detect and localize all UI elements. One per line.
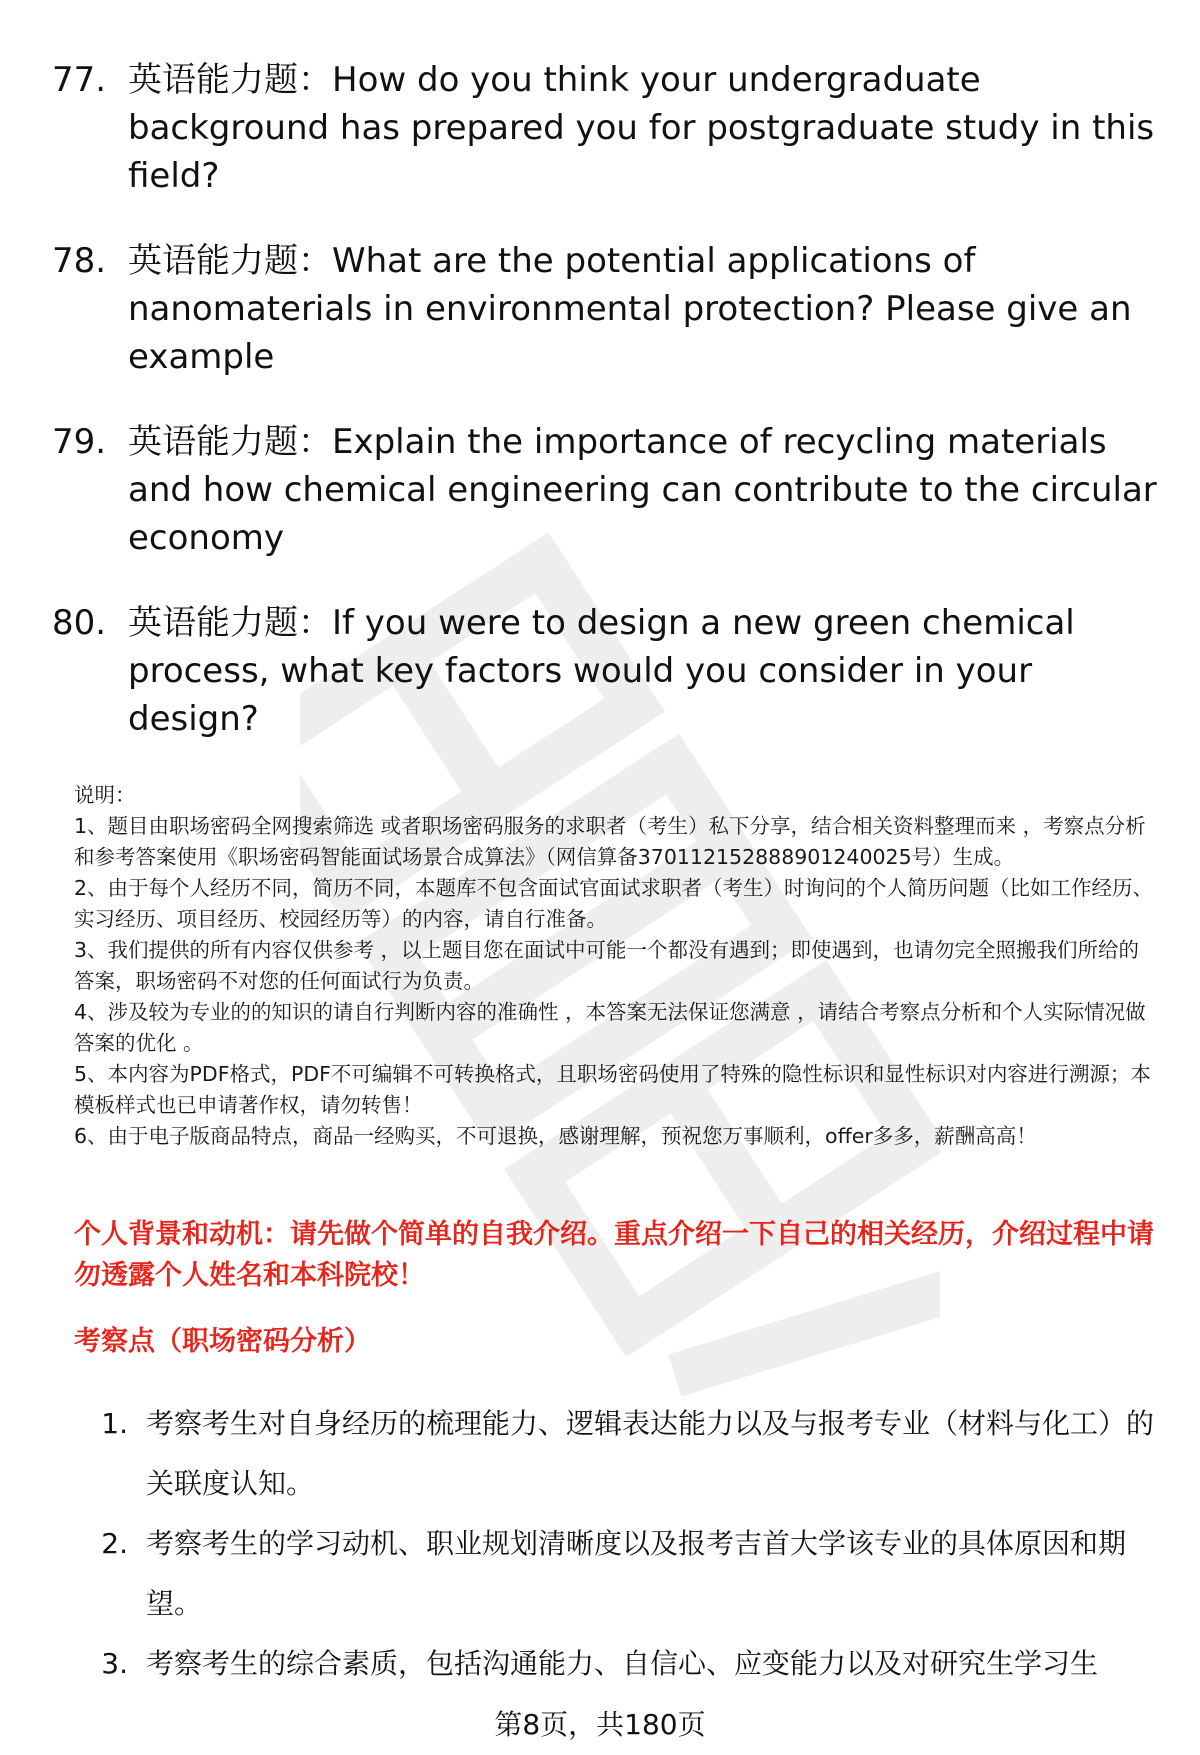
point-text: 考察考生的学习动机、职业规划清晰度以及报考吉首大学该专业的具体原因和期望。 (146, 1527, 1127, 1620)
point-number: 1. (101, 1407, 128, 1440)
note-item: 1、题目由职场密码全网搜索筛选 或者职场密码服务的求职者（考生）私下分享，结合相关资料整理而来 ，考察点分析和参考答案使用《职场密码智能面试场景合成算法》（网信算备370112152888901240025号）生成。 (74, 814, 1146, 869)
analysis-section-title: 考察点（职场密码分析） (74, 1326, 371, 1357)
question-item (52, 599, 1162, 743)
question-text: 英语能力题：What are the potential applications of nanomaterials in environmental protection? Please give an example (128, 241, 1132, 377)
question-item (52, 56, 1162, 200)
analysis-point (76, 1514, 1166, 1634)
note-item: 5、本内容为PDF格式，PDF不可编辑不可转换格式，且职场密码使用了特殊的隐性标识和显性标识对内容进行溯源；本模板样式也已申请著作权，请勿转售！ (74, 1062, 1151, 1117)
point-number: 2. (101, 1527, 128, 1560)
point-number: 3. (101, 1647, 128, 1680)
personal-background-question (74, 1214, 1164, 1296)
question-text: 英语能力题：Explain the importance of recycling materials and how chemical engineering can contribute to the circular economy (128, 422, 1157, 558)
notes-heading: 说明： (74, 783, 136, 807)
question-item (52, 418, 1162, 562)
question-text: 英语能力题：If you were to design a new green chemical process, what key factors would you consider in your design? (128, 603, 1075, 739)
question-item (52, 237, 1162, 381)
page-footer: 第8页，共180页 (494, 1708, 706, 1741)
note-item: 2、由于每个人经历不同，简历不同，本题库不包含面试官面试求职者（考生）时询问的个人简历问题（比如工作经历、实习经历、项目经历、校园经历等）的内容，请自行准备。 (74, 876, 1154, 931)
question-list (52, 56, 1162, 780)
disclaimer-notes (74, 780, 1159, 1152)
point-text: 考察考生的综合素质，包括沟通能力、自信心、应变能力以及对研究生学习生 (146, 1647, 1099, 1680)
question-number: 77. (52, 60, 107, 100)
analysis-point (76, 1634, 1166, 1694)
personal-question-text: 个人背景和动机：请先做个简单的自我介绍。重点介绍一下自己的相关经历，介绍过程中请勿透露个人姓名和本科院校！ (74, 1219, 1154, 1291)
analysis-points-list (76, 1394, 1166, 1694)
question-number: 79. (52, 422, 107, 462)
question-number: 78. (52, 241, 107, 281)
question-text: 英语能力题：How do you think your undergraduate background has prepared you for postgraduate study in this field? (128, 60, 1155, 196)
note-item: 4、涉及较为专业的的知识的请自行判断内容的准确性 ，本答案无法保证您满意 ，请结合考察点分析和个人实际情况做答案的优化 。 (74, 1000, 1146, 1055)
point-text: 考察考生对自身经历的梳理能力、逻辑表达能力以及与报考专业（材料与化工）的关联度认知。 (146, 1407, 1155, 1500)
note-item: 3、我们提供的所有内容仅供参考 ，以上题目您在面试中可能一个都没有遇到；即使遇到，也请勿完全照搬我们所给的答案，职场密码不对您的任何面试行为负责。 (74, 938, 1140, 993)
note-item: 6、由于电子版商品特点，商品一经购买，不可退换，感谢理解，预祝您万事顺利，offer多多，薪酬高高！ (74, 1124, 1037, 1148)
question-number: 80. (52, 603, 107, 643)
analysis-point (76, 1394, 1166, 1514)
